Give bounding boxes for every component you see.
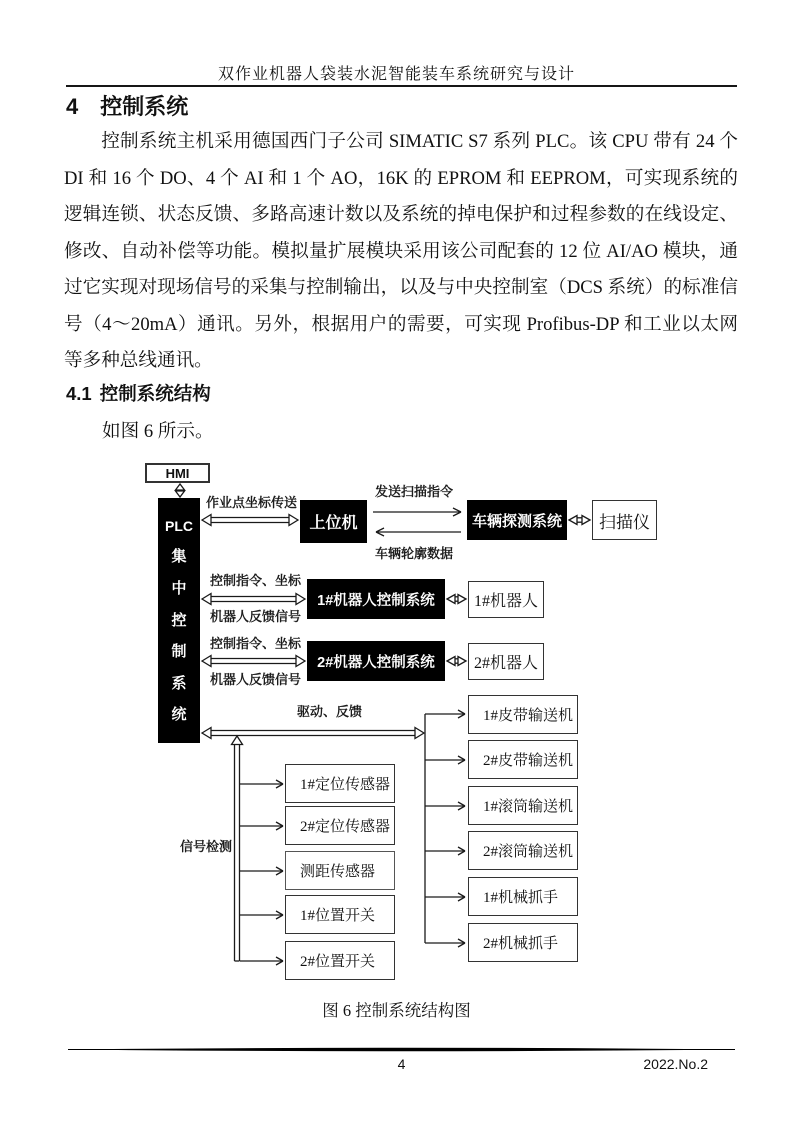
plc-line: 控 — [171, 611, 187, 629]
figure-intro: 如图 6 所示。 — [102, 421, 214, 442]
arrow-plc-robot1ctrl — [202, 594, 305, 605]
arrow-robot2ctrl-robot2 — [447, 657, 466, 666]
section-heading — [66, 90, 188, 121]
plc-line: PLC — [165, 517, 193, 534]
label-robot-feedback-1: 机器人反馈信号 — [210, 609, 302, 624]
figure-caption: 图 6 控制系统结构图 — [322, 1001, 471, 1020]
footer-rule — [68, 1046, 735, 1053]
box-device: 2#皮带输送机 — [468, 740, 578, 779]
running-title: 双作业机器人袋装水泥智能装车系统研究与设计 — [217, 66, 575, 83]
arrow-robot1ctrl-robot1 — [447, 595, 466, 604]
plc-line: 系 — [171, 674, 187, 692]
box-sensor: 测距传感器 — [285, 851, 395, 890]
box-sensor: 2#定位传感器 — [285, 806, 395, 845]
plc-line: 制 — [171, 643, 187, 661]
section-number: 4 — [66, 94, 79, 119]
box-device: 1#机械抓手 — [468, 877, 578, 916]
label-work-point-transfer: 作业点坐标传送 — [206, 495, 298, 510]
issue-label: 2022.No.2 — [643, 1056, 708, 1072]
box-device: 2#滚筒输送机 — [468, 831, 578, 870]
subsection-title: 控制系统结构 — [99, 383, 211, 404]
box-host-computer: 上位机 — [300, 500, 367, 543]
label-drive-feedback: 驱动、反馈 — [297, 704, 363, 719]
label-send-scan-command: 发送扫描指令 — [375, 484, 454, 499]
box-device: 1#皮带输送机 — [468, 695, 578, 734]
box-robot2: 2#机器人 — [468, 643, 544, 680]
arrow-plc-robot2ctrl — [202, 656, 305, 667]
label-signal-detection: 信号检测 — [180, 839, 233, 854]
body-paragraph: 控制系统主机采用德国西门子公司 SIMATIC S7 系列 PLC。该 CPU 带有 24 个 DI 和 16 个 DO、4 个 AI 和 1 个 AO，16K 的 EPROM 和 EEPROM，可实现系统的逻辑连锁、状态反馈、多路高速计数以及系统的掉电保护和过程参数的在线设定、修改、自动补偿等功能。模拟量扩展模块采用该公司配套的 12 位 AI/AO 模块，通过它实现对现场信号的采集与控制输出，以及与中央控制室（DCS 系统）的标准信号（4～20mA）通讯。另外，根据用户的需要，可实现 Profibus-DP 和工业以太网等多种总线通讯。 — [64, 131, 738, 371]
label-vehicle-profile-data: 车辆轮廓数据 — [375, 546, 454, 561]
box-device: 2#机械抓手 — [468, 923, 578, 962]
plc-line: 集 — [171, 548, 187, 566]
arrow-send-scan — [373, 508, 461, 516]
box-sensor: 2#位置开关 — [285, 941, 395, 980]
box-scanner: 扫描仪 — [592, 500, 657, 540]
box-device: 1#滚筒输送机 — [468, 786, 578, 825]
plc-line: 中 — [171, 579, 187, 597]
page-number: 4 — [397, 1056, 406, 1072]
riser-signal-detection — [232, 736, 243, 961]
plc-line: 统 — [171, 706, 187, 724]
subsection-heading — [66, 380, 211, 406]
branches-devices — [425, 710, 465, 947]
section-title: 控制系统 — [100, 94, 189, 119]
label-robot-feedback-2: 机器人反馈信号 — [210, 672, 302, 687]
arrow-vehicle-profile — [376, 528, 461, 536]
subsection-number: 4.1 — [66, 383, 92, 404]
box-robot2-controller: 2#机器人控制系统 — [307, 641, 445, 681]
label-control-command-2: 控制指令、坐标 — [210, 636, 302, 651]
arrow-hmi-plc — [176, 484, 185, 497]
box-robot1: 1#机器人 — [468, 581, 544, 618]
box-sensor: 1#定位传感器 — [285, 764, 395, 803]
box-robot1-controller: 1#机器人控制系统 — [307, 579, 445, 619]
arrow-vehicle-scanner — [569, 516, 590, 525]
box-sensor: 1#位置开关 — [285, 895, 395, 934]
box-plc-central-control — [158, 498, 200, 743]
arrow-plc-host — [202, 515, 298, 526]
header-rule — [66, 85, 737, 87]
label-control-command-1: 控制指令、坐标 — [210, 573, 302, 588]
box-hmi: HMI — [145, 463, 210, 483]
branches-sensors — [240, 780, 283, 965]
arrow-drive-feedback — [202, 728, 424, 739]
box-vehicle-detection: 车辆探测系统 — [467, 500, 567, 540]
